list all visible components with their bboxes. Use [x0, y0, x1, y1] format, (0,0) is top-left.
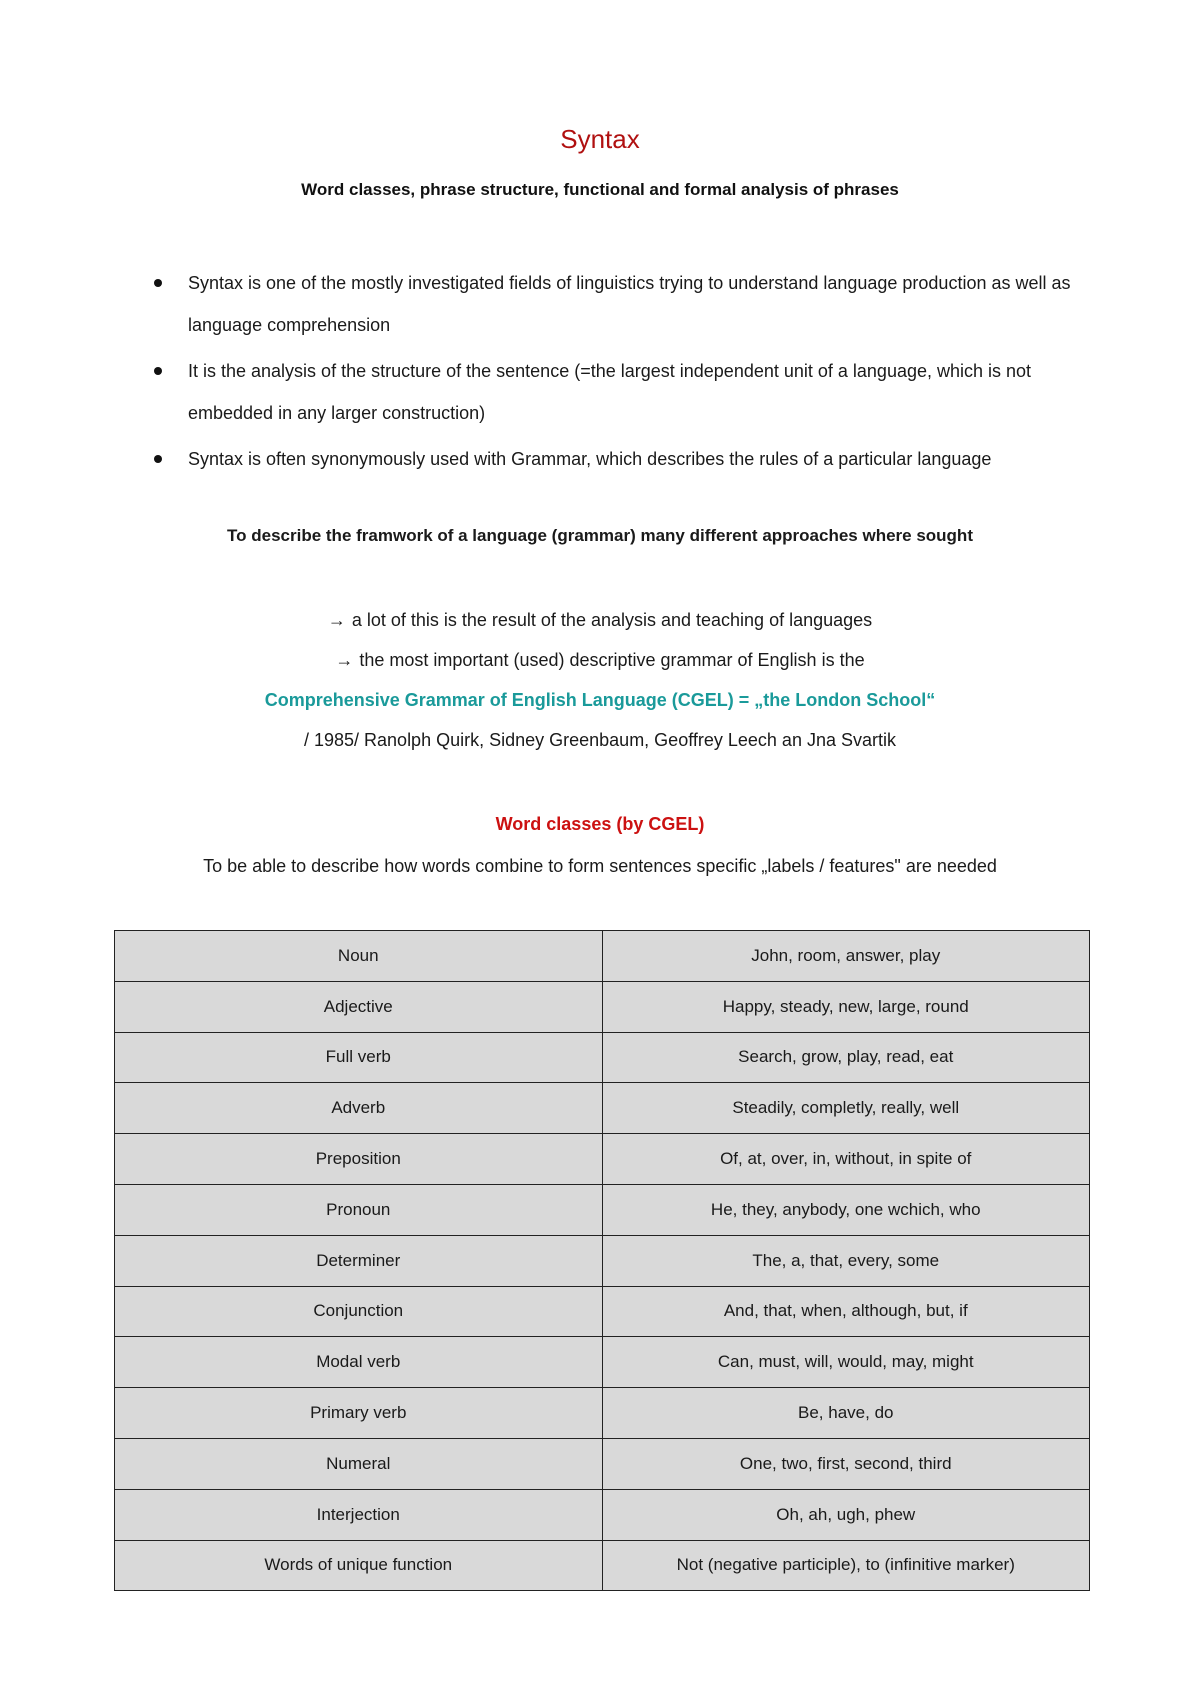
- table-row: [115, 1337, 1090, 1388]
- bullet-item: [150, 438, 1110, 480]
- bullet-text: Syntax is often synonymously used with Grammar, which describes the rules of a particular language: [188, 449, 992, 469]
- page-subtitle: Word classes, phrase structure, functional and formal analysis of phrases: [301, 180, 899, 199]
- example-cell: Steadily, completly, really, well: [602, 1083, 1090, 1134]
- word-class-cell: Adverb: [115, 1083, 603, 1134]
- bullet-list: [150, 262, 1110, 484]
- example-cell: He, they, anybody, one wchich, who: [602, 1184, 1090, 1235]
- arrow-line-text: the most important (used) descriptive grammar of English is the: [359, 650, 865, 670]
- word-class-cell: Adjective: [115, 981, 603, 1032]
- example-cell: Can, must, will, would, may, might: [602, 1337, 1090, 1388]
- table-row: [115, 1235, 1090, 1286]
- word-class-cell: Primary verb: [115, 1388, 603, 1439]
- bullet-item: [150, 350, 1110, 434]
- example-cell: Search, grow, play, read, eat: [602, 1032, 1090, 1083]
- word-class-cell: Noun: [115, 931, 603, 982]
- word-class-cell: Interjection: [115, 1489, 603, 1540]
- bullet-item: [150, 262, 1110, 346]
- bullet-dot-icon: [154, 279, 162, 287]
- example-cell: Oh, ah, ugh, phew: [602, 1489, 1090, 1540]
- cgel-title: Comprehensive Grammar of English Language (CGEL) = „the London School“: [264, 690, 936, 710]
- word-class-cell: Numeral: [115, 1438, 603, 1489]
- right-arrow-icon: →: [335, 650, 354, 670]
- table-row: [115, 1438, 1090, 1489]
- word-classes-table: [114, 930, 1090, 1591]
- table-row: [115, 1286, 1090, 1337]
- word-class-cell: Preposition: [115, 1134, 603, 1185]
- bullet-dot-icon: [154, 455, 162, 463]
- example-cell: One, two, first, second, third: [602, 1438, 1090, 1489]
- word-class-cell: Words of unique function: [115, 1540, 603, 1591]
- word-class-cell: Determiner: [115, 1235, 603, 1286]
- word-classes-intro: To be able to describe how words combine to form sentences specific „labels / features" are needed: [203, 856, 997, 876]
- example-cell: Happy, steady, new, large, round: [602, 981, 1090, 1032]
- table-row: [115, 981, 1090, 1032]
- page-title: Syntax: [560, 124, 640, 154]
- bullet-dot-icon: [154, 367, 162, 375]
- example-cell: And, that, when, although, but, if: [602, 1286, 1090, 1337]
- word-class-cell: Conjunction: [115, 1286, 603, 1337]
- example-cell: The, a, that, every, some: [602, 1235, 1090, 1286]
- word-class-cell: Modal verb: [115, 1337, 603, 1388]
- table-row: [115, 1540, 1090, 1591]
- authors-line: / 1985/ Ranolph Quirk, Sidney Greenbaum, Geoffrey Leech an Jna Svartik: [303, 730, 896, 750]
- right-arrow-icon: →: [327, 610, 346, 630]
- framework-heading: To describe the framwork of a language (grammar) many different approaches where sought: [227, 526, 973, 545]
- word-class-cell: Full verb: [115, 1032, 603, 1083]
- table-row: [115, 1134, 1090, 1185]
- arrow-line: [0, 610, 1200, 631]
- word-classes-heading: Word classes (by CGEL): [495, 814, 705, 834]
- bullet-text: Syntax is one of the mostly investigated fields of linguistics trying to understand language production as well as language comprehension: [188, 273, 1071, 335]
- table-row: [115, 1388, 1090, 1439]
- table-row: [115, 1489, 1090, 1540]
- table-row: [115, 1083, 1090, 1134]
- table-row: [115, 931, 1090, 982]
- bullet-text: It is the analysis of the structure of the sentence (=the largest independent unit of a language, which is not embedded in any larger construction): [188, 361, 1032, 423]
- arrow-line: [0, 650, 1200, 671]
- arrow-line-text: a lot of this is the result of the analysis and teaching of languages: [351, 610, 873, 630]
- example-cell: Not (negative participle), to (infinitive marker): [602, 1540, 1090, 1591]
- example-cell: Of, at, over, in, without, in spite of: [602, 1134, 1090, 1185]
- table-row: [115, 1184, 1090, 1235]
- word-classes-table-wrap: [114, 930, 1090, 1591]
- example-cell: Be, have, do: [602, 1388, 1090, 1439]
- table-row: [115, 1032, 1090, 1083]
- word-class-cell: Pronoun: [115, 1184, 603, 1235]
- example-cell: John, room, answer, play: [602, 931, 1090, 982]
